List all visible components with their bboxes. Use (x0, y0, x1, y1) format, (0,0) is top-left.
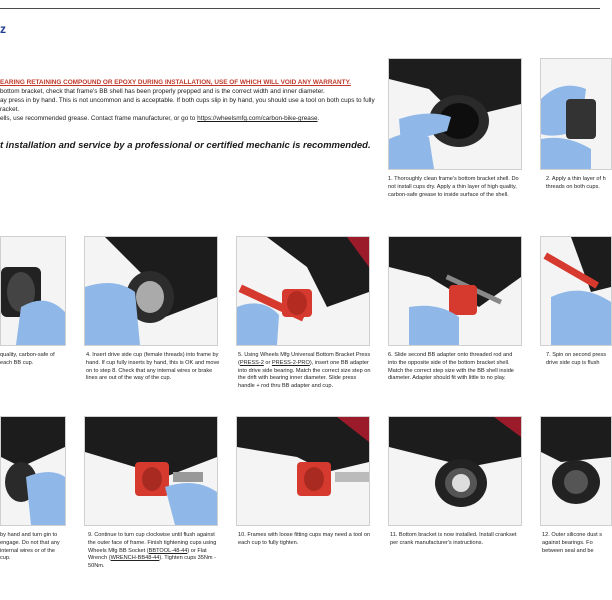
header-mark: z (0, 22, 6, 36)
step-9-text-a: 9. Continue to turn cup clockwise until flush against the outer face of frame. Finish tightening cups using Wheels Mfg BB Socket ( (88, 532, 217, 554)
grease-link[interactable]: https://wheelsmfg.com/carbon-bike-grease (197, 115, 318, 122)
step-5-text-a: 5. Using Wheels Mfg Universal Bottom Bracket Press ( (238, 352, 371, 366)
intro-line-4: racket. (0, 106, 20, 113)
step-8-photo (0, 416, 66, 526)
step-3-photo (0, 236, 66, 346)
step-1-photo (388, 58, 522, 170)
step-12-photo (540, 416, 612, 526)
step-5-photo (236, 236, 370, 346)
step-9-text-c: ). Tighten cups 35Nm - 50Nm. (88, 555, 216, 570)
step-8-caption: by hand and turn gin to engage. Do not that any internal wires or of the cup. (0, 532, 60, 562)
top-rule (0, 8, 600, 9)
step-10-caption: 10. Frames with loose fitting cups may need a tool on each cup to fully tighten. (238, 532, 371, 546)
step-6-caption: 6. Slide second BB adapter onto threaded rod and into the opposite side of the bottom bracket shell. Match the correct step size with the BB shell inside diameter. Adapter should fit with little to no play. (388, 352, 514, 382)
step-7-caption: 7. Spin on second press drive side cup is flush (546, 352, 607, 366)
step-10-photo (236, 416, 370, 526)
intro-block (0, 78, 380, 123)
intro-line-5-pre: ells, use recommended grease. Contact frame manufacturer, or go to (0, 115, 198, 122)
step-9-text-b: ) or Flat Wrench ( (88, 547, 207, 562)
step-6-photo (388, 236, 522, 346)
intro-line-2: bottom bracket, check that frame's BB shell has been properly prepped and is the correct width and inner diameter. (0, 88, 325, 95)
wrench-link[interactable]: WRENCH-BB48-44 (110, 555, 160, 562)
step-5-text-c: ), insert one BB adapter into drive side bearing. Match the correct size step on the drift with bearing inner diameter. Slide press handle + rod thru BB adapter and cup. (238, 359, 371, 390)
press-2-link[interactable]: PRESS-2 (239, 359, 264, 366)
step-1-caption: 1. Thoroughly clean frame's bottom bracket shell. Do not install cups dry. Apply a thin layer of high quality, carbon-safe grease to inside surface of the shell. (388, 176, 519, 198)
press-2-pro-link[interactable]: PRESS-2-PRO (271, 359, 310, 366)
warranty-warning: EARING RETAINING COMPOUND OR EPOXY DURING INSTALLATION, USE OF WHICH WILL VOID ANY WARRANTY. (0, 79, 351, 86)
step-5-text-b: or (263, 359, 272, 366)
step-4-photo (84, 236, 218, 346)
step-4-caption: 4. Insert drive side cup (female threads) into frame by hand. If cup fully inserts by hand, this is OK and move on to step 8. Check that any internal wires or brake lines are out of the way of the cup. (86, 352, 220, 382)
intro-line-3: ay press in by hand. This is not uncommon and is acceptable. If both cups slip in by hand, you should use a tool on both cups to fully (0, 97, 375, 104)
step-3-caption: quality, carbon-safe of each BB cup. (0, 352, 55, 366)
step-12-caption: 12. Outer silicone dust s against bearings. Fo between seal and be (542, 532, 603, 554)
recommendation-text: t installation and service by a professional or certified mechanic is recommended. (0, 140, 371, 151)
step-11-caption: 11. Bottom bracket is now installed. Install crankset per crank manufacturer's instructions. (390, 532, 517, 546)
step-2-caption: 2. Apply a thin layer of h threads on both cups. (546, 176, 606, 190)
step-7-photo (540, 236, 612, 346)
intro-line-5 (0, 114, 380, 123)
step-9-photo (84, 416, 218, 526)
step-5-caption (238, 352, 372, 391)
step-11-photo (388, 416, 522, 526)
bbtool-link[interactable]: BBTOOL-48-44 (148, 547, 188, 554)
intro-line-5-post: . (317, 115, 320, 122)
step-9-caption (88, 532, 222, 571)
step-2-photo (540, 58, 612, 170)
